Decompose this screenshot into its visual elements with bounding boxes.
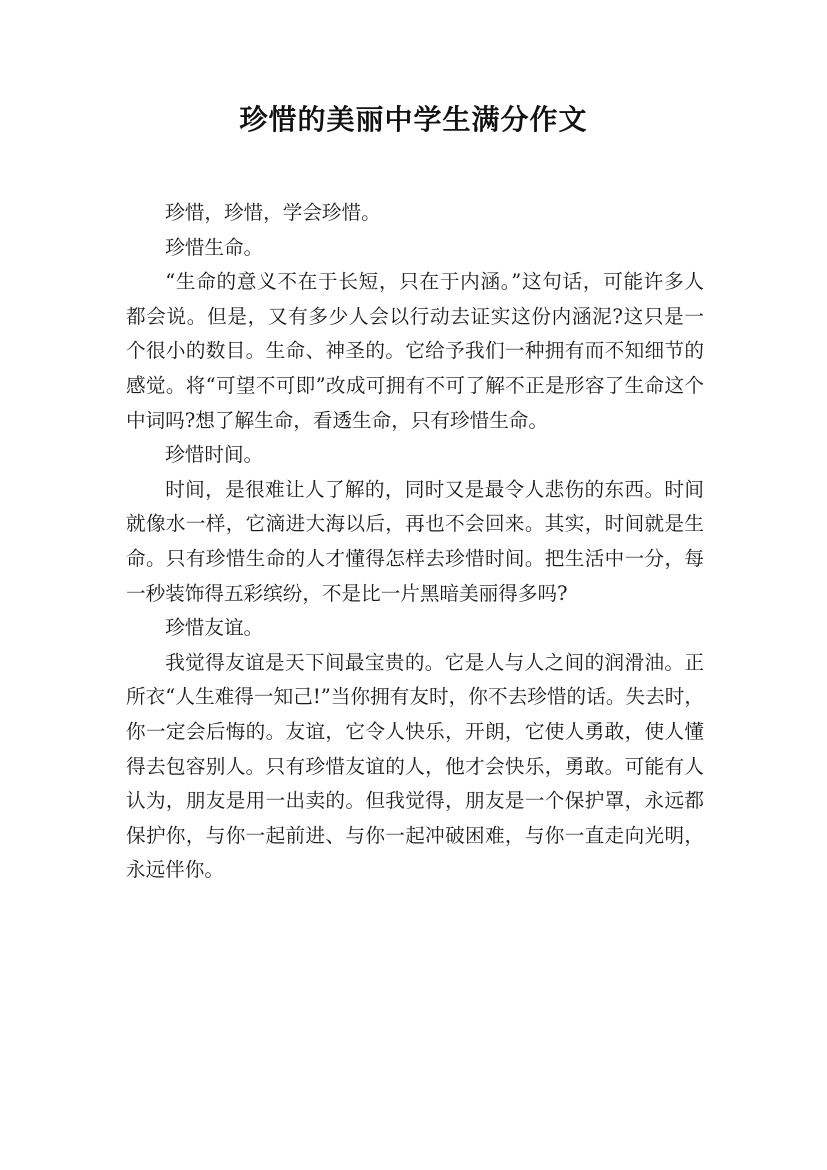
- heading-cherish-friendship: 珍惜友谊。: [165, 616, 264, 640]
- document-title: 珍惜的美丽中学生满分作文: [239, 103, 588, 136]
- document-body: [126, 196, 704, 888]
- paragraph-life: “生命的意义不在于长短，只在于内涵。”这句话，可能许多人都会说。但是，又有多少人会以行动去证实这份内涵泥?这只是一个很小的数目。生命、神圣的。它给予我们一种拥有而不知细节的感觉。将“可望不可即”改成可拥有不可了解不正是形容了生命这个中词吗?想了解生命，看透生命，只有珍惜生命。: [126, 270, 704, 432]
- paragraph-intro: 珍惜，珍惜，学会珍惜。: [165, 201, 381, 224]
- heading-cherish-time: 珍惜时间。: [165, 443, 264, 467]
- heading-cherish-life: 珍惜生命。: [165, 235, 264, 259]
- paragraph-friendship: 我觉得友谊是天下间最宝贵的。它是人与人之间的润滑油。正所衣“人生难得一知己!”当你拥有友时，你不去珍惜的话。失去时，你一定会后悔的。友谊，它令人快乐，开朗，它使人勇敢，使人懂得去包容别人。只有珍惜友谊的人，他才会快乐，勇敢。可能有人认为，朋友是用一出卖的。但我觉得，朋友是一个保护罩，永远都保护你，与你一起前进、与你一起冲破困难，与你一直走向光明，永远伴你。: [126, 650, 704, 882]
- paragraph-time: 时间，是很难让人了解的，同时又是最令人悲伤的东西。时间就像水一样，它滴进大海以后，再也不会回来。其实，时间就是生命。只有珍惜生命的人才懂得怎样去珍惜时间。把生活中一分，每一秒装饰得五彩缤纷，不是比一片黑暗美丽得多吗?: [126, 477, 704, 605]
